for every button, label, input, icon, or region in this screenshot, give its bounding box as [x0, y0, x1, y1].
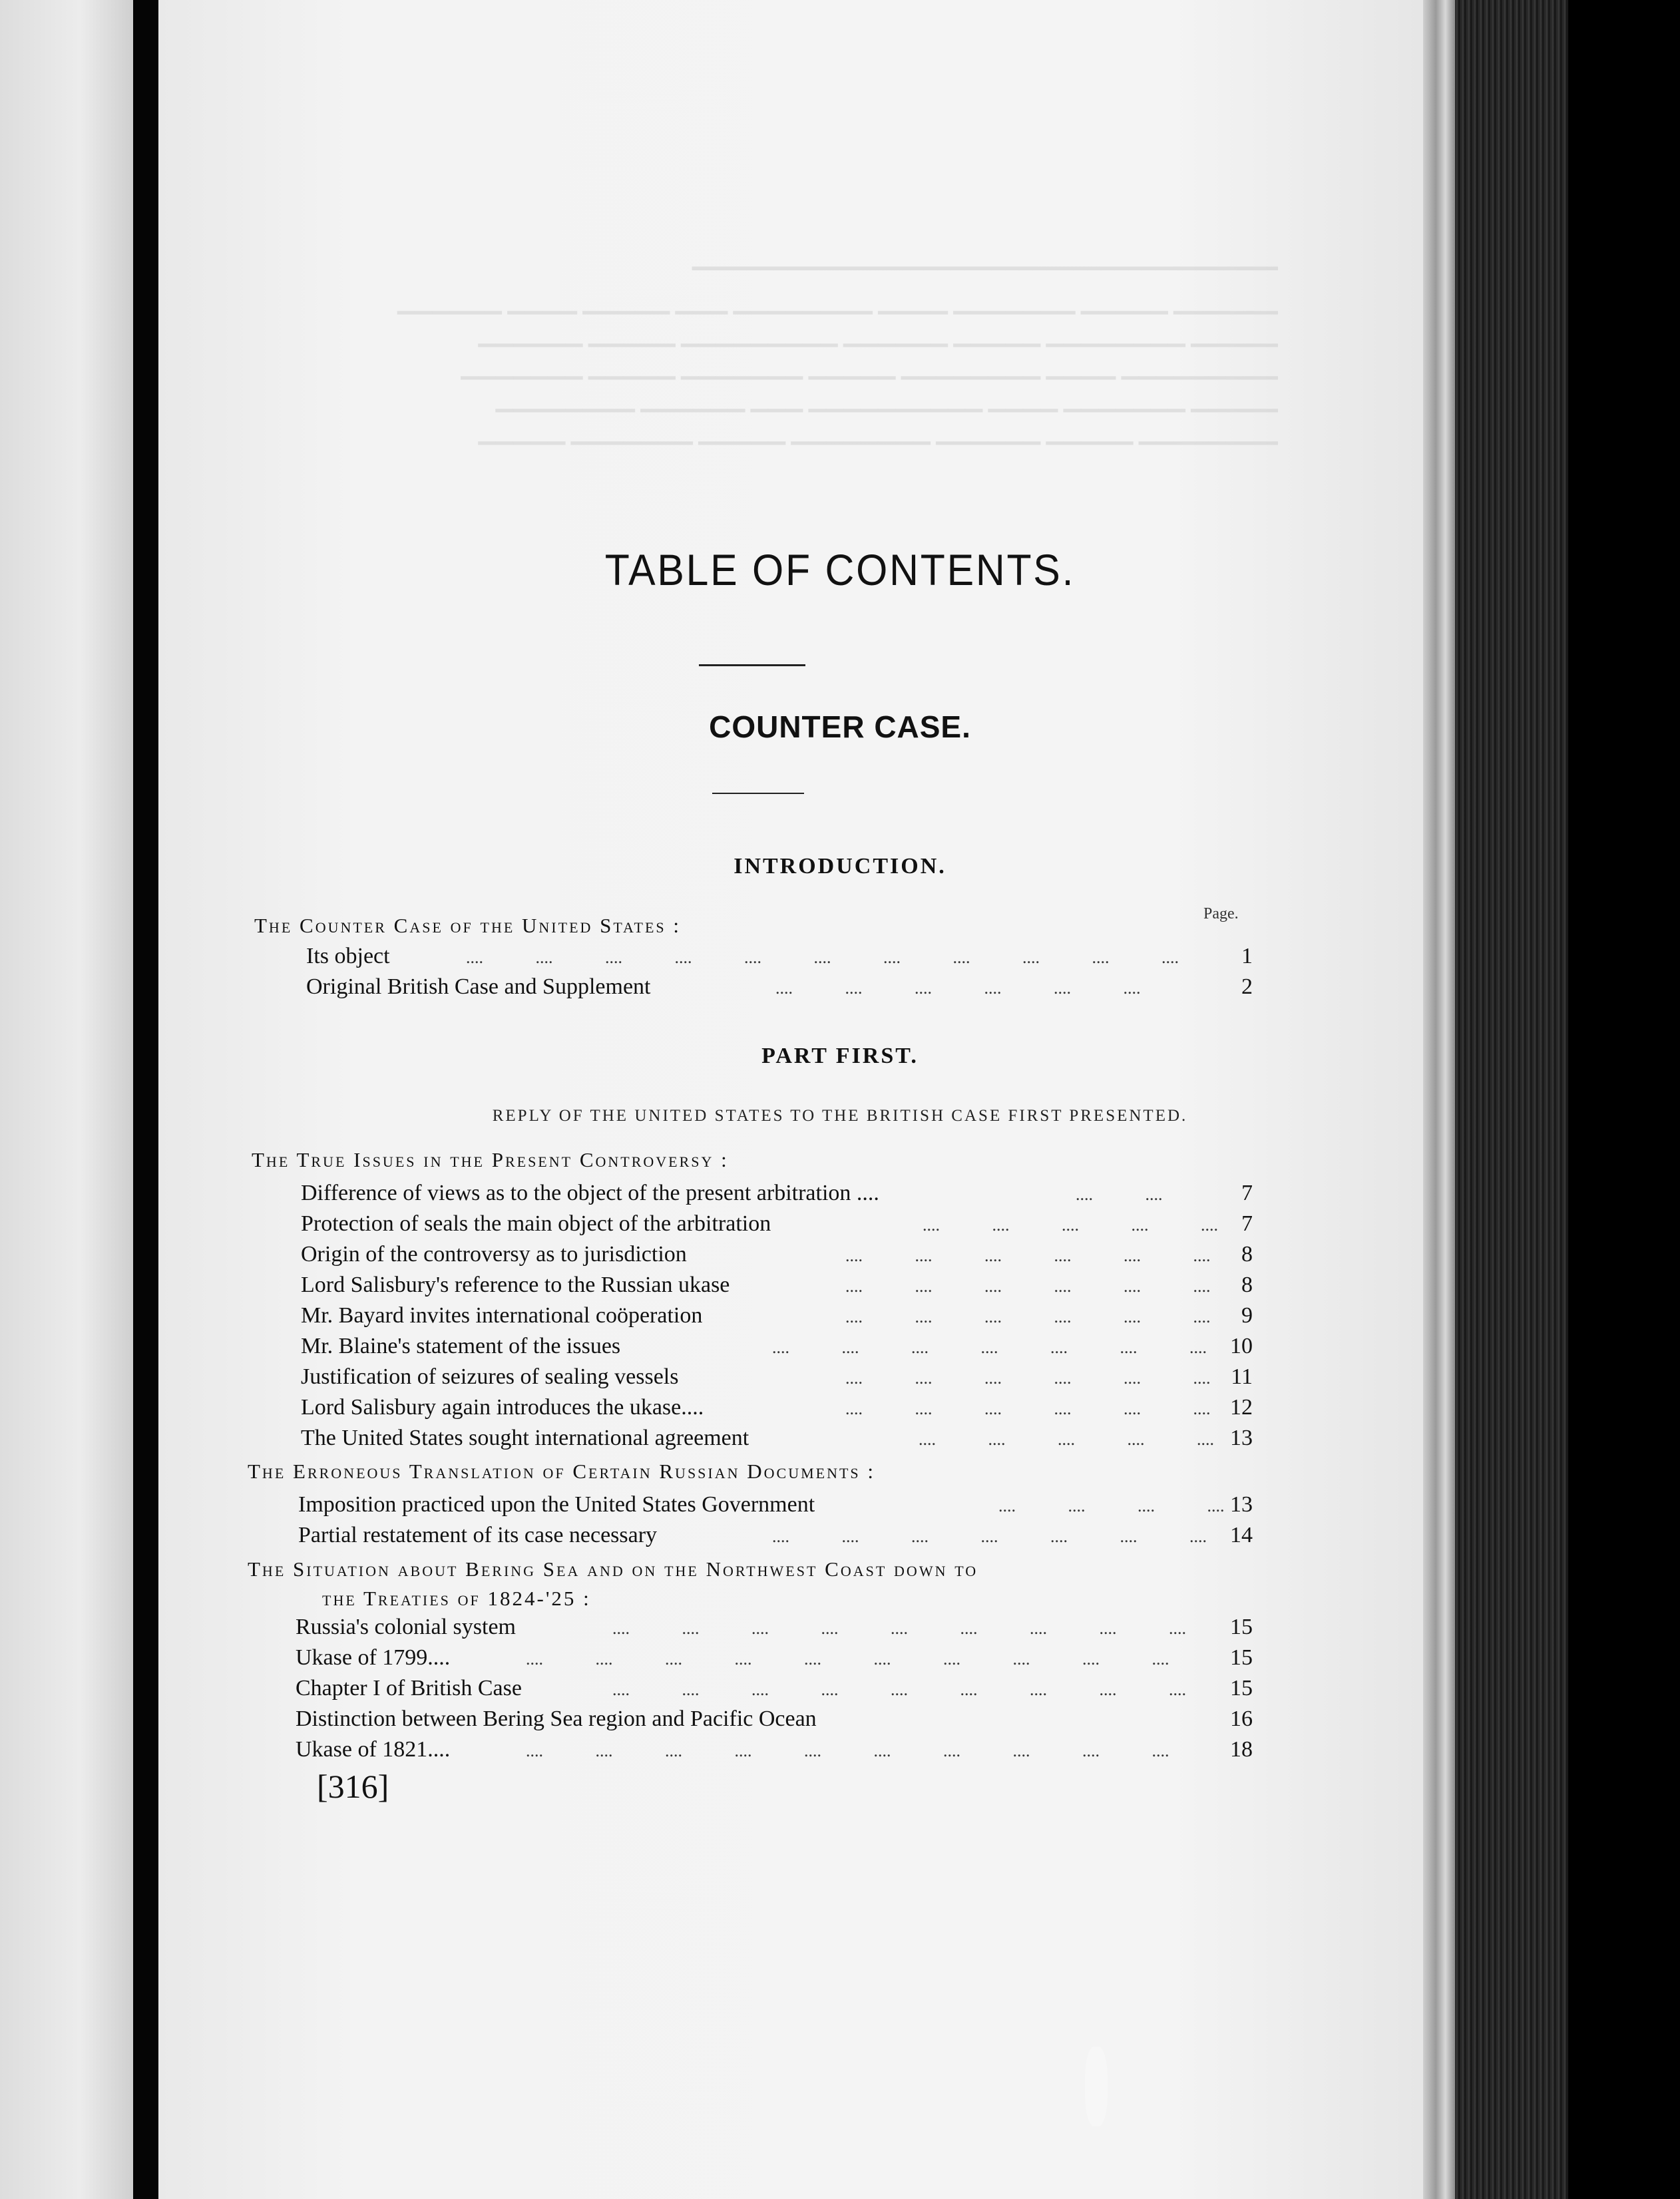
- entry-label: Its object: [306, 944, 390, 968]
- entry-label: Ukase of 1799....: [296, 1645, 451, 1670]
- toc-entry: [0, 1676, 1680, 1706]
- entry-label: Difference of views as to the object of the present arbitration ....: [301, 1181, 879, 1205]
- toc-entry: [0, 1615, 1680, 1645]
- entry-page: 2: [1241, 974, 1253, 999]
- leader-dots: .... .... .... .... .... .... .... .... .... ....: [526, 1741, 1169, 1760]
- group-heading: The Situation about Bering Sea and on the Northwest Coast down to: [248, 1557, 978, 1581]
- group-heading-continued: the Treaties of 1824-'25 :: [322, 1587, 591, 1610]
- entry-label: Origin of the controversy as to jurisdiction: [301, 1242, 687, 1267]
- section-title: COUNTER CASE.: [709, 709, 971, 744]
- entry-page: 8: [1241, 1242, 1253, 1267]
- divider-rule: [712, 793, 804, 794]
- leader-dots: .... .... .... ....: [998, 1496, 1225, 1515]
- paper-mark: [1085, 2047, 1108, 2126]
- toc-entry: [0, 1492, 1680, 1523]
- toc-entry: [0, 1706, 1680, 1737]
- toc-entry: [0, 1364, 1680, 1395]
- toc-entry: [0, 1242, 1680, 1273]
- entry-page: 16: [1230, 1706, 1253, 1731]
- entry-label: Russia's colonial system: [296, 1615, 517, 1639]
- entry-page: 13: [1230, 1426, 1253, 1450]
- toc-entry: [0, 1334, 1680, 1364]
- leader-dots: .... .... .... .... .... .... .... .... .... ....: [526, 1649, 1169, 1669]
- entry-label: Mr. Bayard invites international coöperation: [301, 1303, 703, 1328]
- group-heading: The Counter Case of the United States :: [254, 914, 681, 937]
- entry-label: Ukase of 1821....: [296, 1737, 451, 1762]
- toc-entry: [0, 974, 1680, 1005]
- entry-label: Original British Case and Supplement: [306, 974, 651, 999]
- page-folio: [316]: [317, 1768, 389, 1805]
- leader-dots: .... .... .... .... .... .... .... .... .... .... ....: [466, 948, 1179, 967]
- entry-page: 1: [1241, 944, 1253, 968]
- toc-entry: [0, 1273, 1680, 1303]
- entry-label: Partial restatement of its case necessary: [298, 1523, 658, 1547]
- leader-dots: .... .... .... .... .... .... .... .... ....: [612, 1619, 1186, 1638]
- toc-entry: [0, 1395, 1680, 1426]
- toc-entry: [0, 1181, 1680, 1211]
- leader-dots: .... .... .... .... .... .... ....: [772, 1338, 1207, 1357]
- entry-page: 11: [1231, 1364, 1253, 1389]
- part-heading: PART FIRST.: [761, 1044, 919, 1068]
- page-title: TABLE OF CONTENTS.: [604, 545, 1076, 594]
- leader-dots: .... .... .... .... ....: [919, 1430, 1214, 1449]
- group-heading: The Erroneous Translation of Certain Russian Documents :: [248, 1460, 876, 1483]
- part-subheading: REPLY OF THE UNITED STATES TO THE BRITISH CASE FIRST PRESENTED.: [492, 1107, 1188, 1125]
- entry-label: Lord Salisbury's reference to the Russian ukase: [301, 1273, 730, 1297]
- entry-page: 15: [1230, 1615, 1253, 1639]
- toc-entry: [0, 1737, 1680, 1768]
- entry-page: 8: [1241, 1273, 1253, 1297]
- toc-entry: [0, 1426, 1680, 1456]
- entry-page: 15: [1230, 1645, 1253, 1670]
- leader-dots: .... .... .... .... .... ....: [845, 1277, 1211, 1296]
- bleed-through-text: ━━━━━━━━━━━━━━━━━━━━━━━━━━━━━━━━━━━━━━━━━━━ ▁▁▁▁▁▁ ▁▁▁▁▁ ▁▁▁▁▁▁▁ ▁▁▁▁ ▁▁▁▁▁▁▁▁ ▁▁▁ ▁▁▁▁▁ ▁▁▁▁ ▁▁▁▁▁▁ ▁▁▁▁▁ ▁▁▁▁▁▁▁▁ ▁▁▁▁▁ ▁▁▁▁▁▁ ▁▁▁▁▁▁▁▁▁ ▁▁▁▁▁ ▁▁▁▁▁▁ ▁▁▁▁▁▁▁▁▁ ▁▁▁▁ ▁▁▁▁▁▁▁▁ ▁▁▁▁▁ ▁▁▁▁▁▁▁ ▁▁▁▁▁ ▁▁▁▁▁▁▁ ▁▁▁▁▁ ▁▁▁▁▁▁▁ ▁▁▁▁ ▁▁▁▁▁▁▁▁▁▁ ▁▁▁ ▁▁▁▁▁▁ ▁▁▁▁▁▁▁▁ ▁▁▁▁▁▁▁▁ ▁▁▁▁▁ ▁▁▁▁▁▁ ▁▁▁▁▁▁▁▁ ▁▁▁▁▁ ▁▁▁▁▁▁▁ ▁▁▁▁▁: [397, 257, 1278, 445]
- leader-dots: .... .... .... .... .... ....: [845, 1368, 1211, 1388]
- entry-page: 15: [1230, 1676, 1253, 1700]
- toc-entry: [0, 1303, 1680, 1334]
- entry-page: 10: [1230, 1334, 1253, 1358]
- toc-entry: [0, 1211, 1680, 1242]
- entry-page: 12: [1230, 1395, 1253, 1420]
- entry-page: 7: [1241, 1181, 1253, 1205]
- entry-page: 9: [1241, 1303, 1253, 1328]
- entry-label: Justification of seizures of sealing vessels: [301, 1364, 679, 1389]
- toc-entry: [0, 944, 1680, 974]
- entry-label: Protection of seals the main object of the arbitration: [301, 1211, 771, 1236]
- entry-label: Distinction between Bering Sea region and Pacific Ocean: [296, 1706, 817, 1731]
- entry-label: Mr. Blaine's statement of the issues: [301, 1334, 621, 1358]
- entry-label: Imposition practiced upon the United States Government: [298, 1492, 815, 1517]
- entry-label: The United States sought international agreement: [301, 1426, 749, 1450]
- leader-dots: .... .... .... .... .... ....: [845, 1307, 1211, 1326]
- entry-label: Lord Salisbury again introduces the ukase....: [301, 1395, 704, 1420]
- leader-dots: .... .... .... .... .... ....: [845, 1399, 1211, 1418]
- introduction-heading: INTRODUCTION.: [734, 854, 946, 879]
- leader-dots: .... .... .... .... .... .... .... .... ....: [612, 1680, 1186, 1699]
- leader-dots: .... ....: [1076, 1185, 1163, 1204]
- group-heading: The True Issues in the Present Controversy :: [252, 1148, 729, 1171]
- leader-dots: .... .... .... .... .... .... ....: [772, 1527, 1207, 1546]
- entry-label: Chapter I of British Case: [296, 1676, 522, 1700]
- leader-dots: .... .... .... .... .... ....: [845, 1246, 1211, 1265]
- toc-entry: [0, 1523, 1680, 1553]
- leader-dots: .... .... .... .... ....: [923, 1215, 1218, 1235]
- entry-page: 14: [1230, 1523, 1253, 1547]
- entry-page: 7: [1241, 1211, 1253, 1236]
- page-column-label: Page.: [1203, 905, 1239, 922]
- divider-rule: [699, 664, 805, 666]
- toc-entry: [0, 1645, 1680, 1676]
- entry-page: 18: [1230, 1737, 1253, 1762]
- leader-dots: .... .... .... .... .... ....: [775, 978, 1141, 998]
- entry-page: 13: [1230, 1492, 1253, 1517]
